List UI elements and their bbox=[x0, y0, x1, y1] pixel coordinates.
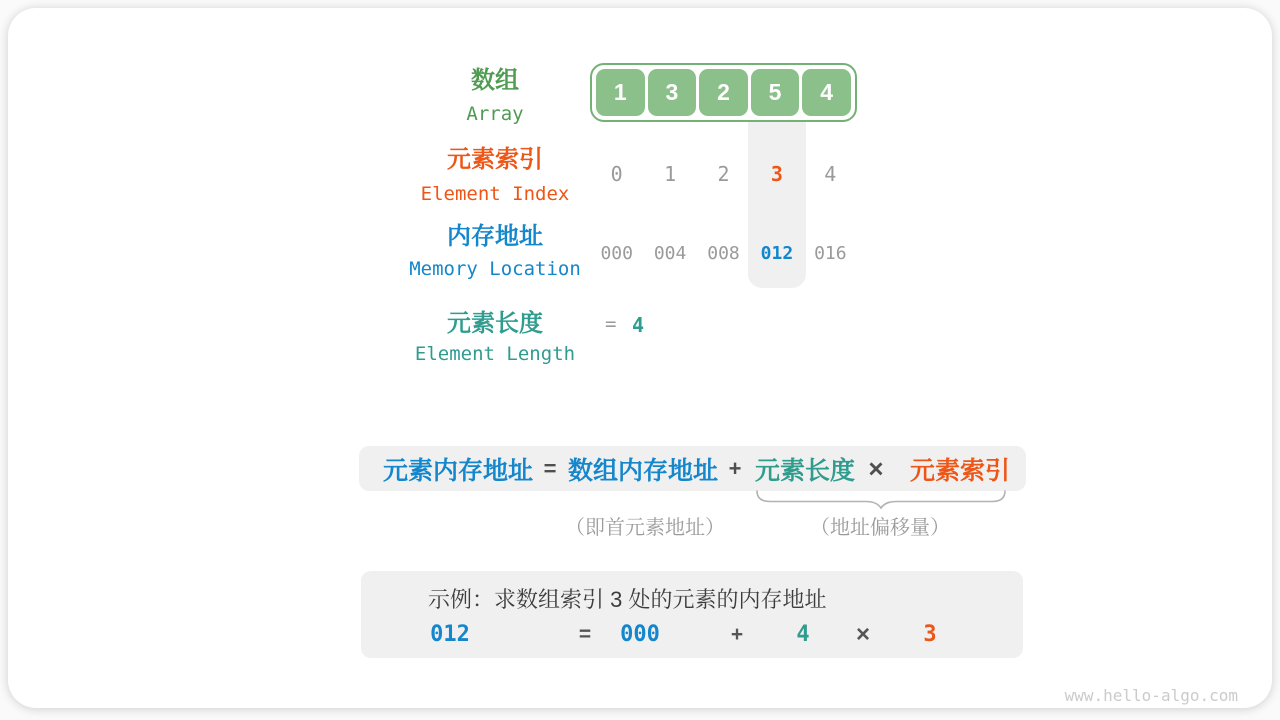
length-value: 4 bbox=[632, 313, 645, 337]
plus-sign: + bbox=[730, 623, 744, 646]
annotation-offset: （地址偏移量） bbox=[810, 517, 950, 539]
example-result-value: 012 bbox=[430, 622, 470, 647]
label-length-en: Element Length bbox=[414, 343, 576, 365]
formula-result-term: 元素内存地址 bbox=[382, 456, 534, 485]
formula-base-term: 数组内存地址 bbox=[567, 456, 719, 485]
array-cell: 4 bbox=[802, 69, 851, 116]
length-equals-sign: = bbox=[605, 313, 617, 335]
label-index-zh: 元素索引 bbox=[447, 146, 543, 173]
address-value: 016 bbox=[814, 243, 847, 264]
label-array-en: Array bbox=[466, 103, 524, 125]
array-container bbox=[590, 63, 857, 122]
index-value-highlighted: 3 bbox=[770, 162, 783, 186]
formula-box bbox=[359, 446, 1026, 491]
equals-sign: = bbox=[543, 455, 557, 481]
annotation-first-element: （即首元素地址） bbox=[565, 517, 725, 539]
address-value-highlighted: 012 bbox=[760, 243, 794, 264]
equals-sign: = bbox=[578, 623, 592, 646]
example-box bbox=[361, 571, 1023, 658]
array-cell: 3 bbox=[648, 69, 697, 116]
multiply-sign: × bbox=[868, 453, 884, 483]
example-length-value: 4 bbox=[796, 622, 810, 647]
array-cell: 2 bbox=[699, 69, 748, 116]
index-value: 2 bbox=[717, 162, 730, 186]
array-cell: 1 bbox=[596, 69, 645, 116]
address-value: 004 bbox=[653, 243, 687, 264]
label-address-en: Memory Location bbox=[409, 258, 581, 280]
index-value: 0 bbox=[610, 162, 623, 186]
plus-sign: + bbox=[728, 455, 742, 481]
array-cell: 5 bbox=[751, 69, 800, 116]
index-value: 1 bbox=[664, 162, 677, 186]
watermark: www.hello-algo.com bbox=[1064, 686, 1238, 705]
diagram-card bbox=[8, 8, 1272, 708]
example-base-value: 000 bbox=[620, 622, 660, 647]
address-value: 000 bbox=[600, 243, 633, 264]
formula-length-term: 元素长度 bbox=[754, 456, 856, 485]
formula-index-term: 元素索引 bbox=[909, 456, 1011, 485]
underbrace bbox=[755, 490, 1007, 510]
label-address-zh: 内存地址 bbox=[447, 223, 543, 250]
label-length-zh: 元素长度 bbox=[447, 310, 543, 337]
label-index-en: Element Index bbox=[420, 183, 570, 205]
address-row bbox=[590, 243, 857, 265]
index-row bbox=[590, 162, 857, 186]
index-value: 4 bbox=[824, 162, 837, 186]
label-array-zh: 数组 bbox=[471, 67, 519, 94]
example-title: 示例：求数组索引 3 处的元素的内存地址 bbox=[428, 587, 827, 612]
example-index-value: 3 bbox=[923, 622, 937, 647]
address-value: 008 bbox=[707, 243, 740, 264]
multiply-sign: × bbox=[855, 621, 871, 648]
